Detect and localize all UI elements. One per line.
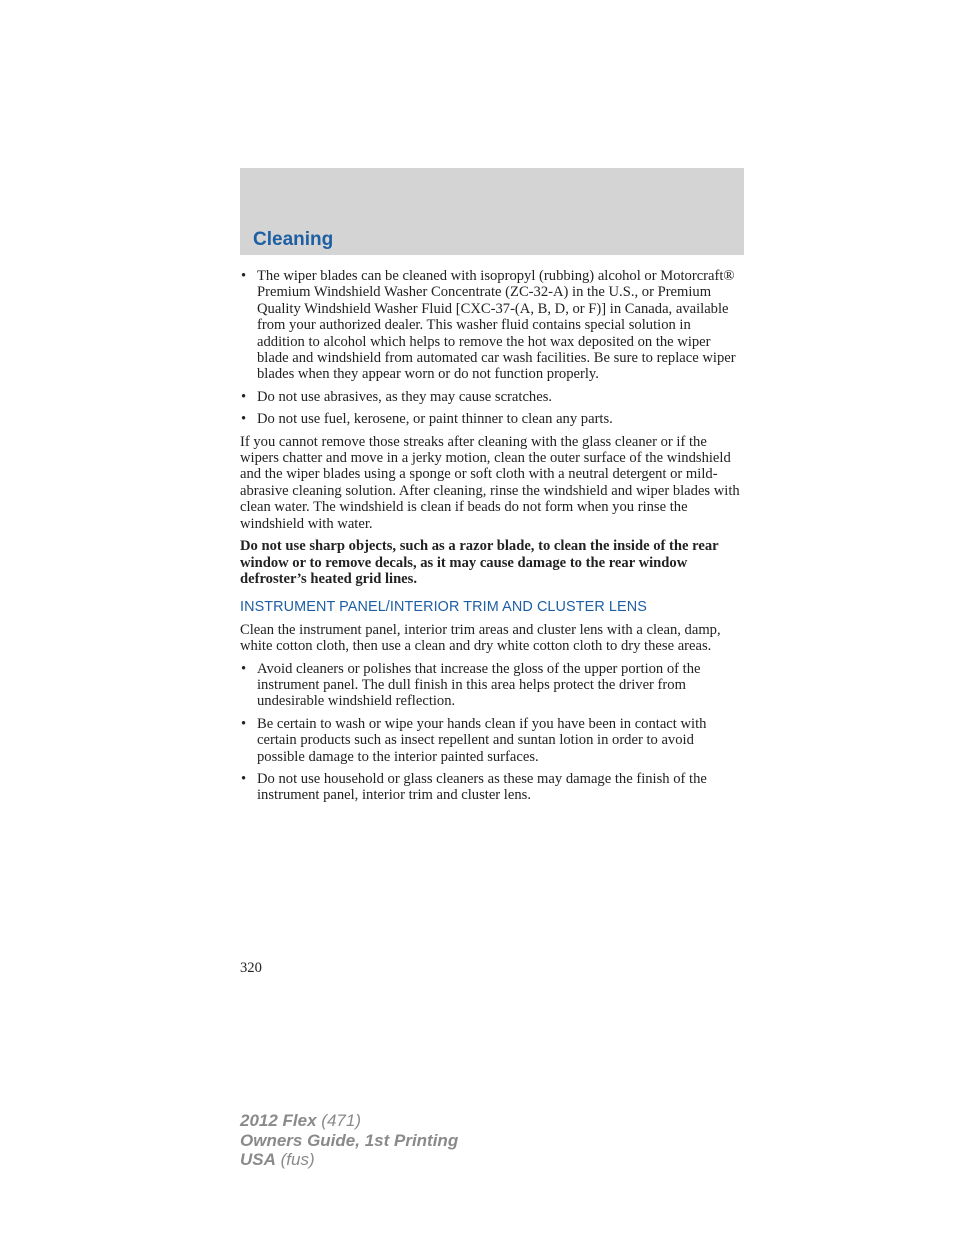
bullet-list-wipers — [240, 268, 742, 428]
footer-line-market — [240, 1150, 458, 1170]
bullet-marker: • — [241, 268, 247, 284]
footer-imprint — [240, 1111, 458, 1170]
list-item-text: Do not use abrasives, as they may cause scratches. — [257, 388, 553, 405]
footer-model: 2012 Flex — [240, 1111, 317, 1130]
paragraph-instrument-panel: Clean the instrument panel, interior trim areas and cluster lens with a clean, damp, white cotton cloth, then use a clean and dry white cotton cloth to dry these areas. — [240, 621, 721, 655]
footer-market-code: (fus) — [280, 1150, 315, 1169]
footer-model-code: (471) — [321, 1111, 361, 1130]
warning-text: Do not use sharp objects, such as a razor blade, to clean the inside of the rear window or to remove decals, as it may cause damage to the rear window defroster’s heated grid lines. — [240, 538, 719, 587]
list-item — [240, 389, 742, 405]
list-item-text: Avoid cleaners or polishes that increase the gloss of the upper portion of the instrument panel. The dull finish in this area helps protect the driver from undesirable windshield reflection. — [257, 660, 701, 710]
section-header-band — [240, 168, 744, 255]
footer-guide: Owners Guide, 1st Printing — [240, 1130, 459, 1150]
list-item-text: Do not use fuel, kerosene, or paint thinner to clean any parts. — [257, 411, 613, 428]
bullet-marker: • — [241, 388, 247, 405]
page-content — [240, 268, 742, 810]
footer-line-guide — [240, 1131, 458, 1151]
list-item — [240, 771, 742, 804]
list-item-text: Do not use household or glass cleaners as these may damage the finish of the instrument panel, interior trim and cluster lens. — [257, 770, 707, 804]
page-number: 320 — [240, 960, 262, 976]
footer-line-model — [240, 1111, 458, 1131]
list-item-text: The wiper blades can be cleaned with isopropyl (rubbing) alcohol or Motorcraft® Premium Windshield Washer Concentrate (ZC-32-A) in the U.S., or Premium Quality Windshield Washer Fluid [CXC-37-(A, B, D, or F)] in Canada, available from your authorized dealer. This washer fluid contains special solution in addition to alcohol which helps to remove the hot wax deposited on the wiper blade and windshield from automated car wash facilities. Be sure to replace wiper blades when they appear worn or do not function properly. — [257, 268, 736, 383]
bullet-marker: • — [241, 715, 247, 732]
bullet-marker: • — [241, 411, 247, 428]
list-item-text: Be certain to wash or wipe your hands clean if you have been in contact with certain products such as insect repellent and suntan lotion in order to avoid possible damage to the interior painted surfaces. — [257, 715, 707, 765]
list-item — [240, 411, 742, 427]
footer-market: USA — [240, 1150, 276, 1169]
bullet-marker: • — [241, 660, 247, 677]
section-heading: INSTRUMENT PANEL/INTERIOR TRIM AND CLUSTER LENS — [240, 599, 647, 616]
paragraph-streaks: If you cannot remove those streaks after cleaning with the glass cleaner or if the wipers chatter and move in a jerky motion, clean the outer surface of the windshield and the wiper blades using a sponge or soft cloth with a neutral detergent or mild-abrasive cleaning solution. After cleaning, rinse the windshield and wiper blades with clean water. The windshield is clean if beads do not form when you rinse the windshield with water. — [240, 433, 740, 532]
bullet-list-instrument-panel — [240, 661, 742, 804]
bullet-marker: • — [241, 770, 247, 787]
list-item — [240, 268, 742, 383]
section-title: Cleaning — [253, 229, 334, 250]
list-item — [240, 661, 742, 710]
list-item — [240, 716, 742, 765]
